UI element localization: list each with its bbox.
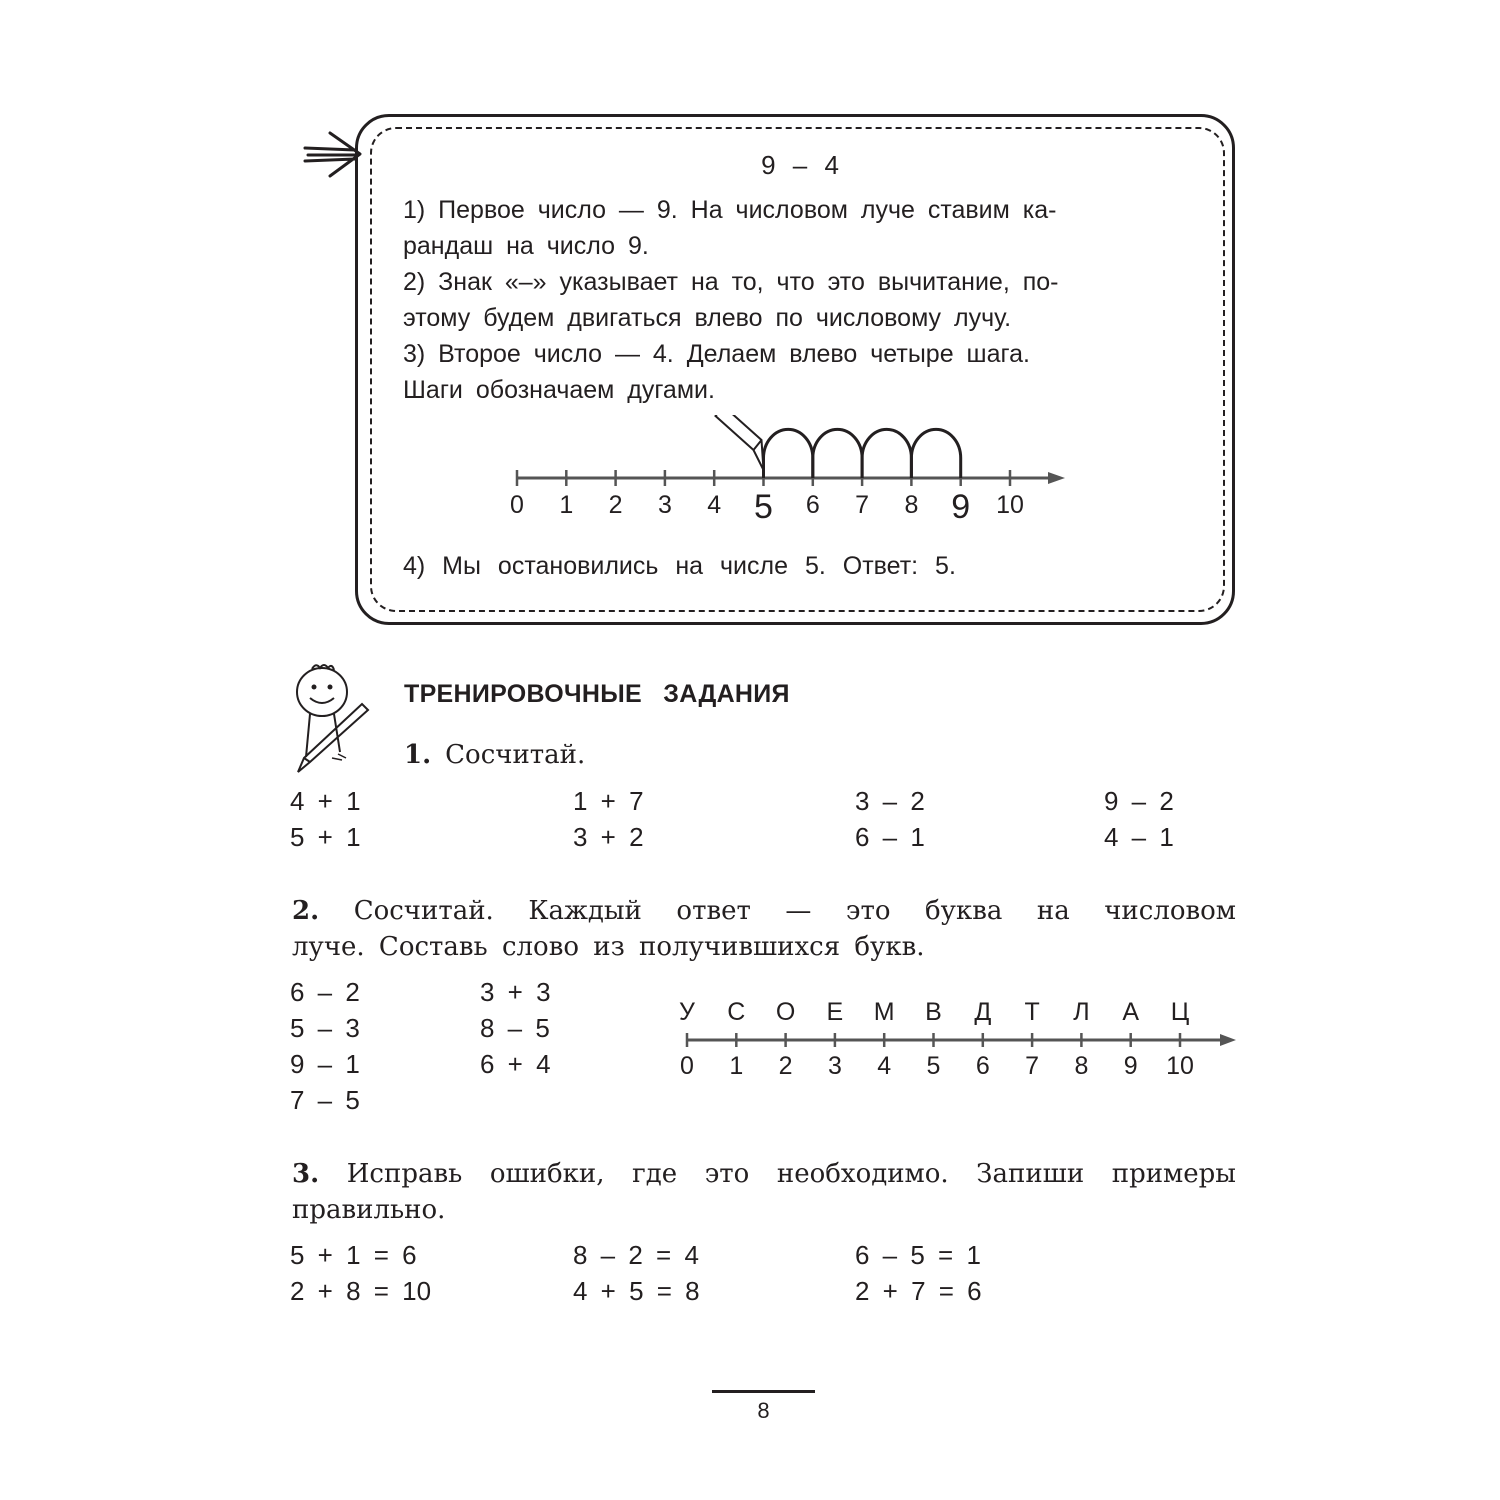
scribble-arrow-icon xyxy=(300,128,370,183)
task-1-expression: 3 – 2 xyxy=(855,786,925,816)
letter-line-letter: Л xyxy=(1073,998,1090,1026)
letter-line-number: 4 xyxy=(877,1052,892,1080)
task-1-expression: 3 + 2 xyxy=(573,822,644,852)
task-text-line: Исправь ошибки, где это необходимо. Запиши примеры xyxy=(346,1159,1236,1189)
letter-line-letter: Т xyxy=(1024,998,1040,1026)
letter-line-letter: У xyxy=(679,998,695,1026)
task-1-expression: 6 – 1 xyxy=(855,822,925,852)
example-steps xyxy=(403,192,1193,408)
task-2-expression: 6 + 4 xyxy=(480,1049,551,1079)
letter-line-number: 9 xyxy=(1123,1052,1138,1080)
task-text-line: правильно. xyxy=(292,1195,446,1225)
letter-line-letter: Е xyxy=(826,998,844,1026)
number-line-label: 2 xyxy=(608,491,623,519)
task-1-expression: 4 + 1 xyxy=(290,786,361,816)
task-3-expression: 2 + 8 = 10 xyxy=(290,1276,432,1306)
task-number: 3. xyxy=(292,1159,320,1189)
number-line-label: 6 xyxy=(805,491,820,519)
letter-line-letter: С xyxy=(727,998,746,1026)
number-line-label: 10 xyxy=(996,491,1024,519)
task-3-expression: 8 – 2 = 4 xyxy=(573,1240,699,1270)
letter-line-letter: А xyxy=(1122,998,1140,1026)
task-3-expression: 5 + 1 = 6 xyxy=(290,1240,417,1270)
task-2-expression: 8 – 5 xyxy=(480,1013,550,1043)
task-2-expression: 7 – 5 xyxy=(290,1085,360,1115)
task-2-expression: 6 – 2 xyxy=(290,977,360,1007)
task-3-heading xyxy=(292,1156,1236,1228)
example-step-line: 3) Второе число — 4. Делаем влево четыре шага. xyxy=(403,340,1030,368)
letter-line-number: 10 xyxy=(1166,1052,1194,1080)
task-2-expression: 5 – 3 xyxy=(290,1013,360,1043)
number-line-step-arc xyxy=(764,429,813,478)
letter-number-line xyxy=(670,990,1245,1090)
example-step-line: 1) Первое число — 9. На числовом луче ставим ка- xyxy=(403,196,1057,224)
task-text-line: луче. Составь слово из получившихся букв. xyxy=(292,932,925,962)
task-number: 1. xyxy=(404,740,432,770)
number-line-label: 5 xyxy=(754,488,773,526)
kid-with-pencil-icon xyxy=(290,662,380,777)
task-2-expression: 3 + 3 xyxy=(480,977,551,1007)
example-step-line: этому будем двигаться влево по числовому лучу. xyxy=(403,304,1012,332)
letter-line-letter: М xyxy=(873,998,895,1026)
task-3-expression: 2 + 7 = 6 xyxy=(855,1276,982,1306)
number-line-step-arc xyxy=(813,429,862,478)
number-line-label: 8 xyxy=(904,491,919,519)
task-1-heading xyxy=(404,740,585,770)
section-title: ТРЕНИРОВОЧНЫЕ ЗАДАНИЯ xyxy=(404,680,790,708)
letter-line-letter: О xyxy=(775,998,796,1026)
number-line-label: 9 xyxy=(951,488,971,526)
task-1-expression: 1 + 7 xyxy=(573,786,644,816)
letter-line-number: 8 xyxy=(1074,1052,1089,1080)
number-line-step-arc xyxy=(911,429,960,478)
task-3-expression: 4 + 5 = 8 xyxy=(573,1276,700,1306)
example-step-line: Шаги обозначаем дугами. xyxy=(403,376,715,404)
letter-line-arrow-icon xyxy=(1220,1034,1236,1046)
task-2-expression: 9 – 1 xyxy=(290,1049,360,1079)
letter-line-number: 3 xyxy=(827,1052,842,1080)
letter-line-number: 1 xyxy=(729,1052,744,1080)
page-number-rule xyxy=(712,1390,815,1393)
letter-line-letter: Ц xyxy=(1170,998,1190,1026)
example-expression: 9 – 4 xyxy=(761,150,839,180)
example-step-line: 2) Знак «–» указывает на то, что это вычитание, по- xyxy=(403,268,1059,296)
task-2-heading xyxy=(292,893,1236,965)
number-line-step-arc xyxy=(862,429,911,478)
example-step-line: рандаш на число 9. xyxy=(403,232,649,260)
task-1-expression: 5 + 1 xyxy=(290,822,361,852)
number-line-label: 7 xyxy=(855,491,870,519)
example-step-4: 4) Мы остановились на числе 5. Ответ: 5. xyxy=(403,552,956,580)
task-text: Сосчитай. xyxy=(445,740,586,770)
letter-line-number: 5 xyxy=(926,1052,941,1080)
page-number: 8 xyxy=(757,1398,770,1423)
example-number-line xyxy=(500,415,1080,530)
number-line-arrow-icon xyxy=(1048,472,1065,484)
task-number: 2. xyxy=(292,896,320,926)
letter-line-number: 2 xyxy=(778,1052,793,1080)
letter-line-number: 6 xyxy=(975,1052,990,1080)
letter-line-number: 7 xyxy=(1025,1052,1040,1080)
number-line-label: 4 xyxy=(707,491,722,519)
task-1-expression: 9 – 2 xyxy=(1104,786,1174,816)
number-line-label: 3 xyxy=(657,491,672,519)
letter-line-letter: Д xyxy=(974,998,992,1026)
task-3-expression: 6 – 5 = 1 xyxy=(855,1240,981,1270)
pencil-icon xyxy=(716,415,764,470)
number-line-label: 1 xyxy=(559,491,574,519)
letter-line-number: 0 xyxy=(680,1052,694,1080)
letter-line-letter: В xyxy=(925,998,942,1026)
task-text-line: Сосчитай. Каждый ответ — это буква на числовом xyxy=(353,896,1237,926)
number-line-label: 0 xyxy=(510,491,524,519)
task-1-expression: 4 – 1 xyxy=(1104,822,1174,852)
